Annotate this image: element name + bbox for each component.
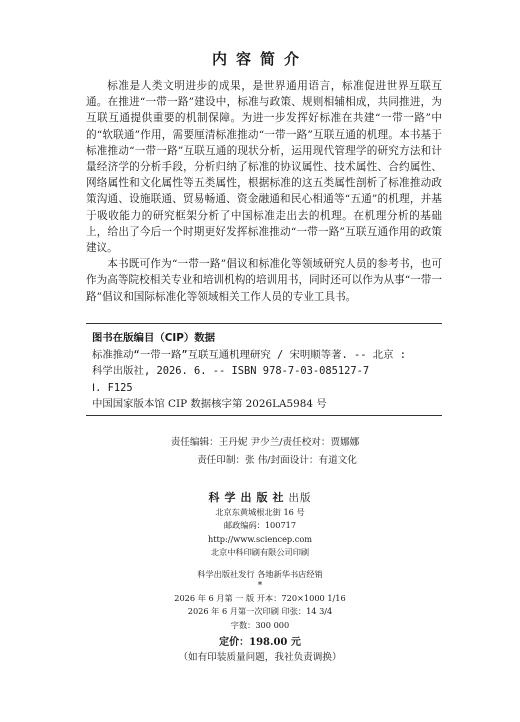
abstract-paragraph: 标准是人类文明进步的成果，是世界通用语言，标准促进世界互联互通。在推进“一带一路”建设中，标准与政策、规则相辅相成，共同推进，为互联互通提供重要的机制保障。为进一步发挥好标准在共建“一带一路”中的“软联通”作用，需要厘清标准推动“一带一路”互联互通的机理。本书基于标准推动“一带一路”互联互通的现状分析，运用现代管理学的研究方法和计量经济学的分析手段，分析归纳了标准的协议属性、技术属性、合约属性、网络属性和文化属性等五类属性，根据标准的这五类属性剖析了标准推动政策沟通、设施联通、贸易畅通、资金融通和民心相通等“五通”的机理，并基于吸收能力的研究框架分析了中国标准走出去的机理。在机理分析的基础上，给出了今后一个时期更好发挥标准推动“一带一路”互联互通作用的政策建议。: [86, 80, 442, 255]
price: 定价：198.00 元: [219, 637, 301, 648]
publisher-logo-text: 科学出版社: [208, 491, 289, 504]
credits-block: [0, 434, 520, 470]
publisher-line: [0, 486, 520, 505]
colophon-block: [0, 506, 520, 632]
cip-line: 科学出版社, 2026. 6. -- ISBN 978-7-03-085127-7: [92, 365, 370, 378]
cip-block: [92, 330, 442, 413]
cip-line: 标准推动“一带一路”互联互通机理研究 / 宋明顺等著. -- 北京 :: [92, 348, 407, 361]
publisher-suffix: 出版: [288, 492, 312, 504]
distribution: 科学出版社发行 各地新华书店经销: [197, 568, 323, 579]
cip-heading: 图书在版编目（CIP）数据: [92, 332, 216, 344]
cip-bottom-rule: [86, 415, 442, 416]
spacer: [0, 560, 520, 568]
section-title: 内容简介: [211, 50, 308, 68]
abstract-body: [86, 78, 442, 305]
publisher-postcode: 邮政编码：100717: [223, 520, 297, 531]
publisher-address: 北京东黄城根北街 16 号: [215, 507, 305, 517]
cip-top-rule: [86, 323, 442, 324]
credits-line: 责任编辑：王丹妮 尹少兰/责任校对：贾娜娜: [170, 437, 360, 448]
quality-notice: （如有印装质量问题，我社负责调换）: [178, 652, 342, 663]
printer: 北京中科印刷有限公司印刷: [210, 547, 310, 558]
separator-star: *: [257, 581, 263, 592]
cip-line: Ⅰ. F125: [92, 381, 133, 394]
credits-line: 责任印制：张 伟/封面设计：有道文化: [197, 455, 357, 466]
abstract-paragraph: 本书既可作为“一带一路”倡议和标准化等领域研究人员的参考书，也可作为高等院校相关专业和培训机构的培训用书，同时还可以作为从事“一带一路”倡议和国际标准化等领域相关工作人员的专业工具书。: [86, 258, 442, 303]
publisher-website: http://www.sciencep.com: [207, 533, 313, 544]
cip-line: 中国国家版本馆 CIP 数据核字第 2026LA5984 号: [92, 398, 327, 411]
edition-line: 2026 年 6 月第 一 版 开本：720×1000 1/16: [174, 593, 346, 604]
wordcount-line: 字数：300 000: [230, 619, 290, 630]
printing-line: 2026 年 6 月第一次印刷 印张：14 3/4: [187, 606, 333, 617]
